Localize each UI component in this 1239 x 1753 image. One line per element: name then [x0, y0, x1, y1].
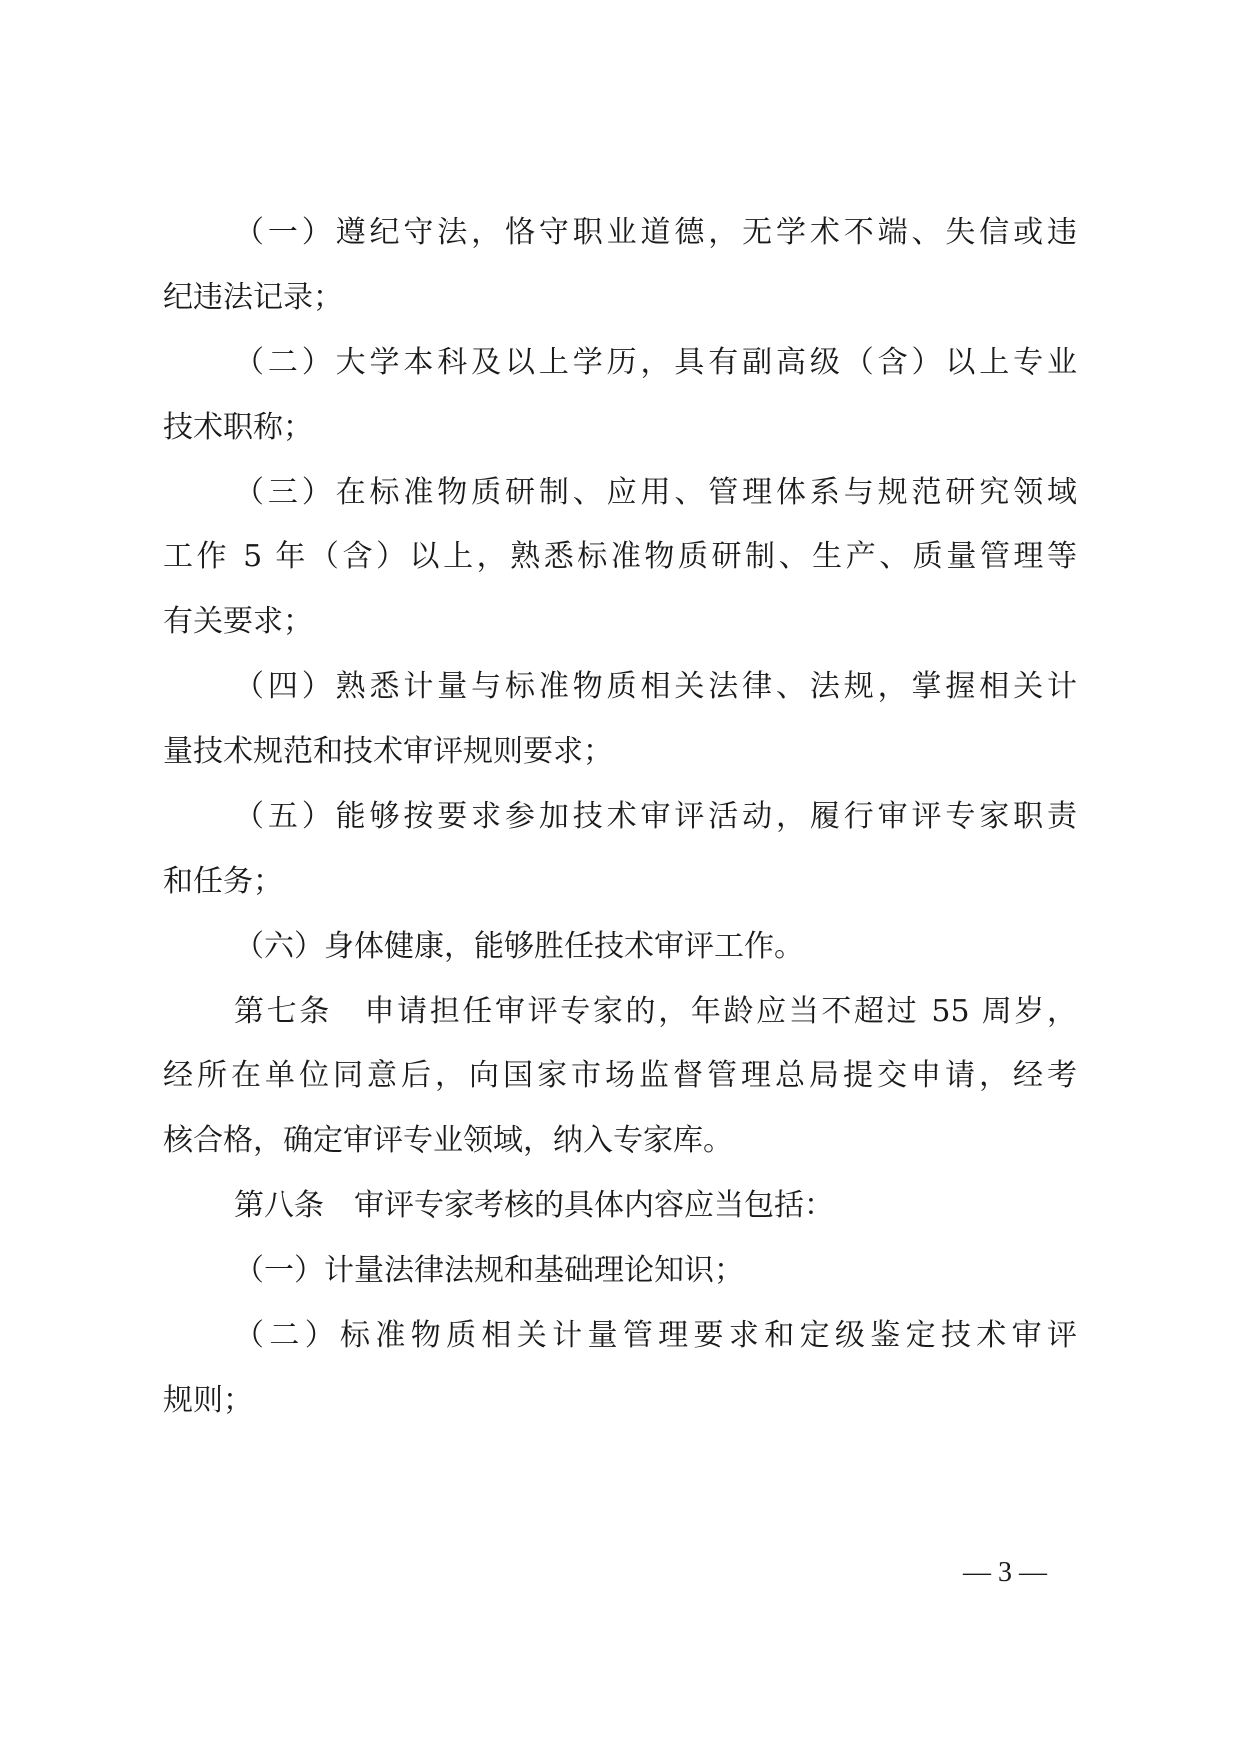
item-1-line-1: （一）遵纪守法，恪守职业道德，无学术不端、失信或违: [234, 215, 1077, 250]
item-4-line-1: （四）熟悉计量与标准物质相关法律、法规，掌握相关计: [234, 669, 1077, 704]
item-5-line-2: 和任务；: [163, 864, 283, 899]
article-7-line-1: 第七条 申请担任审评专家的，年龄应当不超过 55 周岁，: [234, 994, 1077, 1029]
item-6-line-1: （六）身体健康，能够胜任技术审评工作。: [234, 929, 804, 964]
item-2-line-2: 技术职称；: [163, 410, 313, 445]
item-5-line-1: （五）能够按要求参加技术审评活动，履行审评专家职责: [234, 799, 1077, 834]
article-8-item-1: （一）计量法律法规和基础理论知识；: [234, 1253, 744, 1288]
article-7-line-3: 核合格，确定审评专业领域，纳入专家库。: [163, 1123, 733, 1158]
item-3-line-3: 有关要求；: [163, 604, 313, 639]
page-number: — 3 —: [963, 1557, 1047, 1588]
item-3-line-2: 工作 5 年（含）以上，熟悉标准物质研制、生产、质量管理等: [163, 539, 1077, 574]
item-2-line-1: （二）大学本科及以上学历，具有副高级（含）以上专业: [234, 345, 1077, 380]
article-7-line-2: 经所在单位同意后，向国家市场监督管理总局提交申请，经考: [163, 1058, 1077, 1093]
article-8-item-2-line-2: 规则；: [163, 1383, 253, 1418]
item-4-line-2: 量技术规范和技术审评规则要求；: [163, 734, 613, 769]
item-1-line-2: 纪违法记录；: [163, 280, 343, 315]
article-8-line-1: 第八条 审评专家考核的具体内容应当包括：: [234, 1188, 834, 1223]
article-8-item-2-line-1: （二）标准物质相关计量管理要求和定级鉴定技术审评: [234, 1318, 1077, 1353]
item-3-line-1: （三）在标准物质研制、应用、管理体系与规范研究领域: [234, 475, 1077, 510]
